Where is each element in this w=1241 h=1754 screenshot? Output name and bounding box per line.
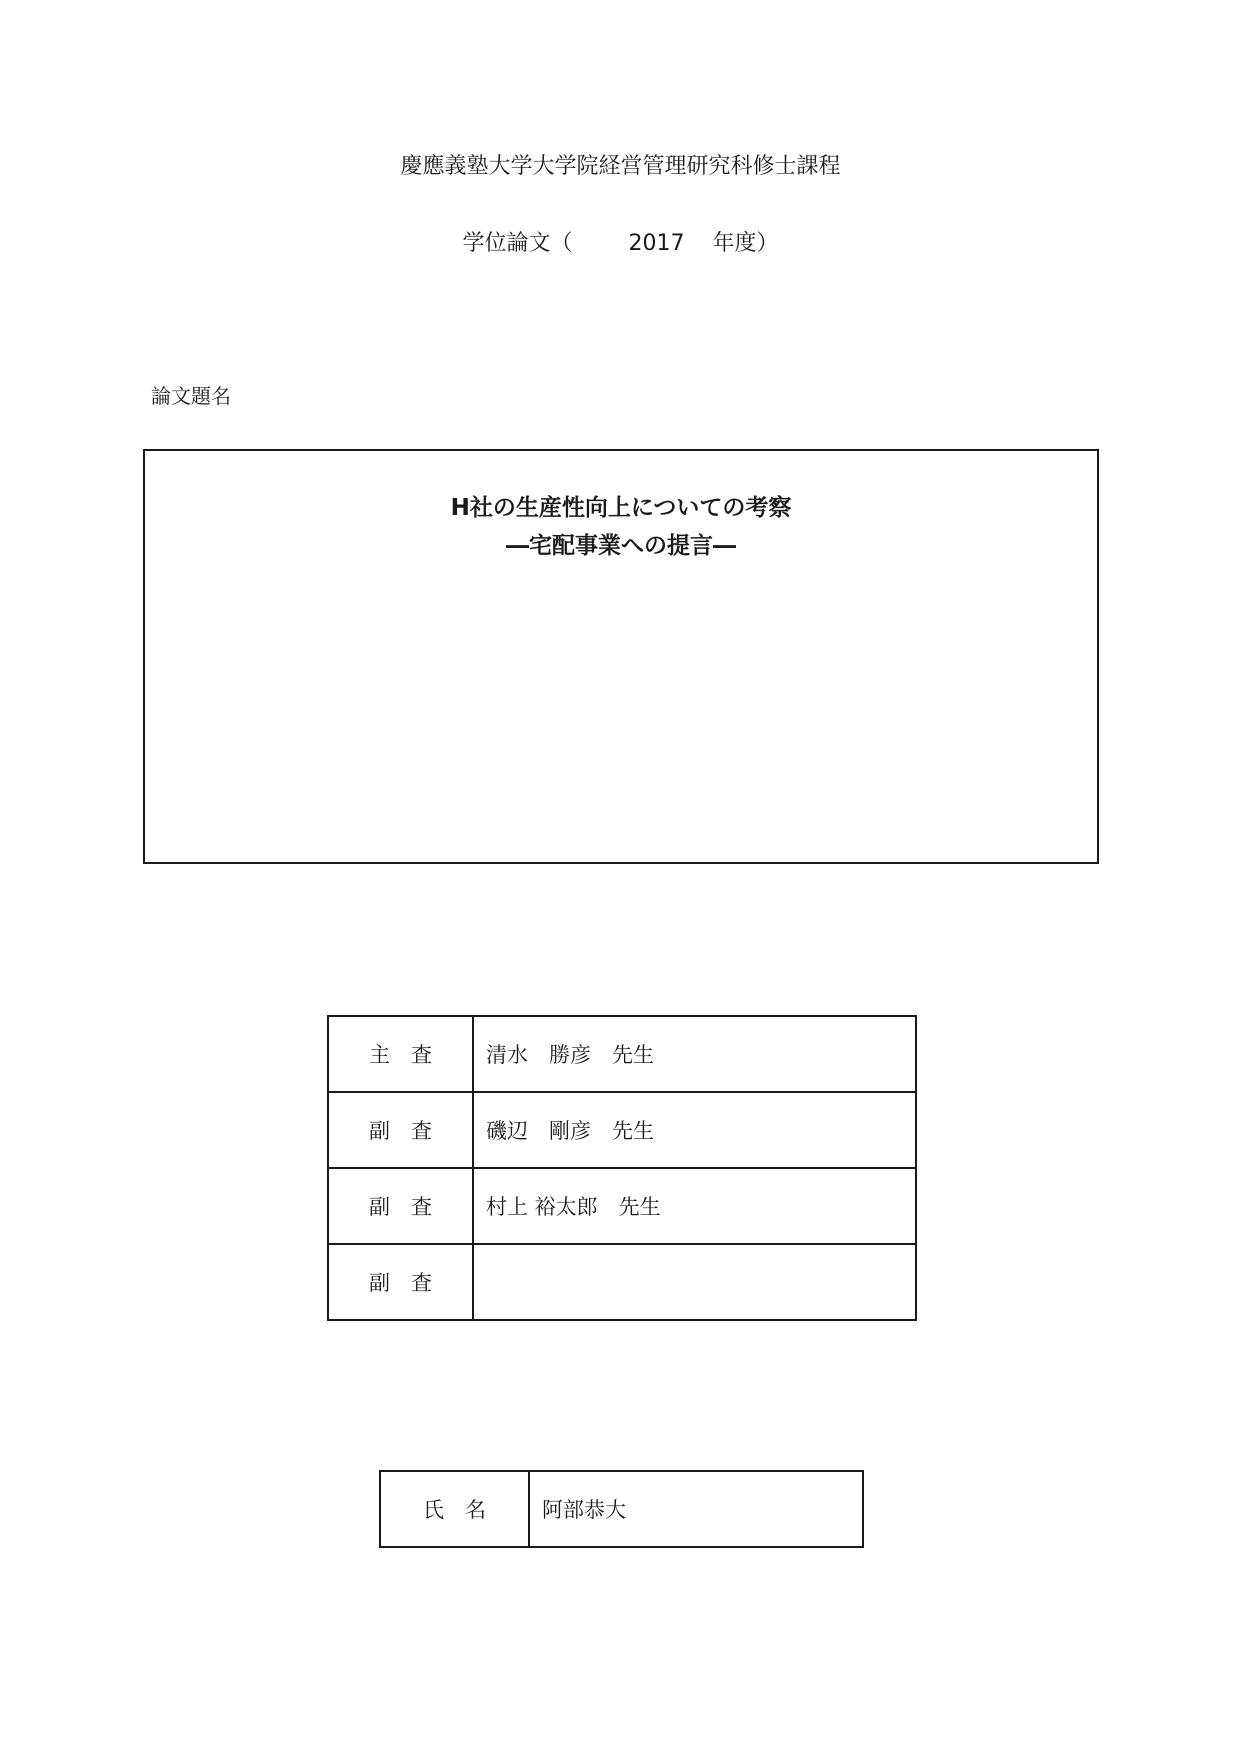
examiner-name: 清水 勝彦 先生: [473, 1016, 916, 1092]
examiner-row: [328, 1016, 916, 1092]
degree-suffix: 年度）: [712, 231, 779, 256]
author-table: [379, 1470, 864, 1548]
author-name: 阿部恭大: [529, 1471, 863, 1547]
examiner-role: 副 査: [328, 1092, 473, 1168]
academic-year: 2017: [628, 231, 685, 256]
university-heading: 慶應義塾大学大学院経営管理研究科修士課程: [400, 154, 841, 179]
author-label: 氏 名: [380, 1471, 529, 1547]
examiner-row: [328, 1244, 916, 1320]
degree-prefix: 学位論文（: [462, 231, 573, 256]
examiner-role: 副 査: [328, 1244, 473, 1320]
examiner-name: [473, 1244, 916, 1320]
degree-thesis-line: [0, 229, 1241, 259]
examiner-role: 副 査: [328, 1168, 473, 1244]
thesis-title-box: [143, 449, 1099, 864]
author-row: [380, 1471, 863, 1547]
examiner-role: 主 査: [328, 1016, 473, 1092]
examiner-name: 村上 裕太郎 先生: [473, 1168, 916, 1244]
examiners-table: [327, 1015, 917, 1321]
examiner-row: [328, 1168, 916, 1244]
thesis-title: H社の生産性向上についての考察: [450, 495, 792, 521]
thesis-subtitle: ―宅配事業への提言―: [506, 533, 736, 559]
examiner-name: 磯辺 剛彦 先生: [473, 1092, 916, 1168]
examiner-row: [328, 1092, 916, 1168]
thesis-title-label: 論文題名: [151, 384, 231, 408]
